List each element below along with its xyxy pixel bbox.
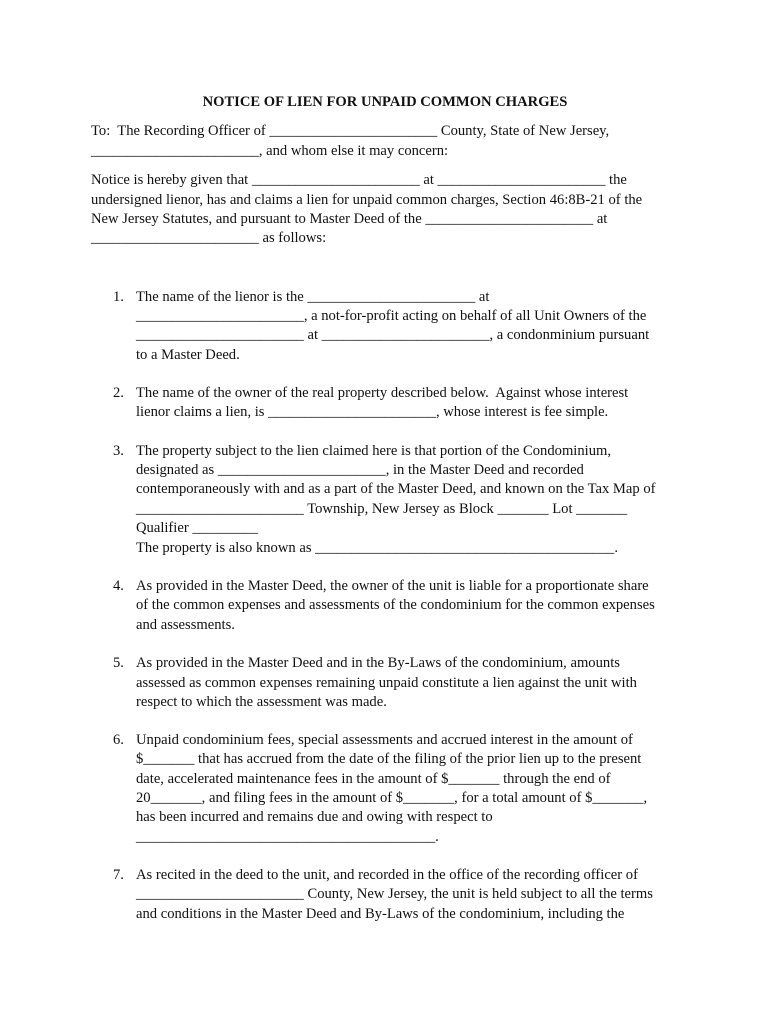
item-3-line: Qualifier _________ — [136, 520, 258, 536]
item-1-line: to a Master Deed. — [136, 347, 240, 363]
item-4-line: and assessments. — [136, 617, 235, 633]
item-2-line: The name of the owner of the real property described below. Against whose interest — [136, 385, 629, 401]
notice-line-2: undersigned lienor, has and claims a lien for unpaid common charges, Section 46:8B-21 of the — [91, 192, 643, 208]
item-6-line: _________________________________________. — [136, 829, 439, 845]
item-6-line: Unpaid condominium fees, special assessments and accrued interest in the amount of — [136, 732, 633, 748]
item-6-line: $_______ that has accrued from the date of the filing of the prior lien up to the present — [136, 751, 642, 767]
item-5-line: As provided in the Master Deed and in the By-Laws of the condominium, amounts — [136, 655, 620, 671]
item-number: 4. — [113, 578, 124, 594]
item-4-line: As provided in the Master Deed, the owner of the unit is liable for a proportionate share — [136, 578, 649, 594]
item-3-line: contemporaneously with and as a part of the Master Deed, and known on the Tax Map of — [136, 481, 656, 497]
item-3-line: The property is also known as _________________________________________. — [136, 540, 618, 556]
item-number: 6. — [113, 732, 124, 748]
item-number: 5. — [113, 655, 124, 671]
item-4-line: of the common expenses and assessments of the condominium for the common expenses — [136, 597, 655, 613]
item-number: 1. — [113, 289, 124, 305]
item-7-line: and conditions in the Master Deed and By-Laws of the condominium, including the — [136, 906, 625, 922]
item-1-line: _______________________ at _______________________, a condonminium pursuant — [136, 327, 650, 343]
item-5-line: respect to which the assessment was made. — [136, 694, 387, 710]
item-1-line: _______________________, a not-for-profit acting on behalf of all Unit Owners of the — [136, 308, 647, 324]
item-number: 3. — [113, 443, 124, 459]
item-7-line: _______________________ County, New Jersey, the unit is held subject to all the terms — [136, 886, 653, 902]
item-2-line: lienor claims a lien, is _______________________, whose interest is fee simple. — [136, 404, 609, 420]
item-6-line: date, accelerated maintenance fees in the amount of $_______ through the end of — [136, 771, 611, 787]
item-3-line: designated as _______________________, in the Master Deed and recorded — [136, 462, 584, 478]
notice-line-1: Notice is hereby given that _______________________ at _______________________ the — [91, 172, 627, 188]
intro-line-1: To: The Recording Officer of _______________________ County, State of New Jersey, — [91, 123, 610, 139]
item-5-line: assessed as common expenses remaining unpaid constitute a lien against the unit with — [136, 675, 637, 691]
item-6-line: has been incurred and remains due and owing with respect to — [136, 809, 493, 825]
item-3-line: The property subject to the lien claimed here is that portion of the Condominium, — [136, 443, 611, 459]
item-number: 7. — [113, 867, 124, 883]
intro-line-2: _______________________, and whom else it may concern: — [91, 143, 449, 159]
notice-line-3: New Jersey Statutes, and pursuant to Master Deed of the _______________________ at — [91, 211, 608, 227]
notice-line-4: _______________________ as follows: — [91, 230, 327, 246]
item-3-line: _______________________ Township, New Jersey as Block _______ Lot _______ — [136, 501, 628, 517]
item-6-line: 20_______, and filing fees in the amount of $_______, for a total amount of $_______, — [136, 790, 648, 806]
item-1-line: The name of the lienor is the _______________________ at — [136, 289, 490, 305]
item-number: 2. — [113, 385, 124, 401]
document-title: NOTICE OF LIEN FOR UNPAID COMMON CHARGES — [202, 94, 568, 110]
item-7-line: As recited in the deed to the unit, and recorded in the office of the recording officer of — [136, 867, 638, 883]
